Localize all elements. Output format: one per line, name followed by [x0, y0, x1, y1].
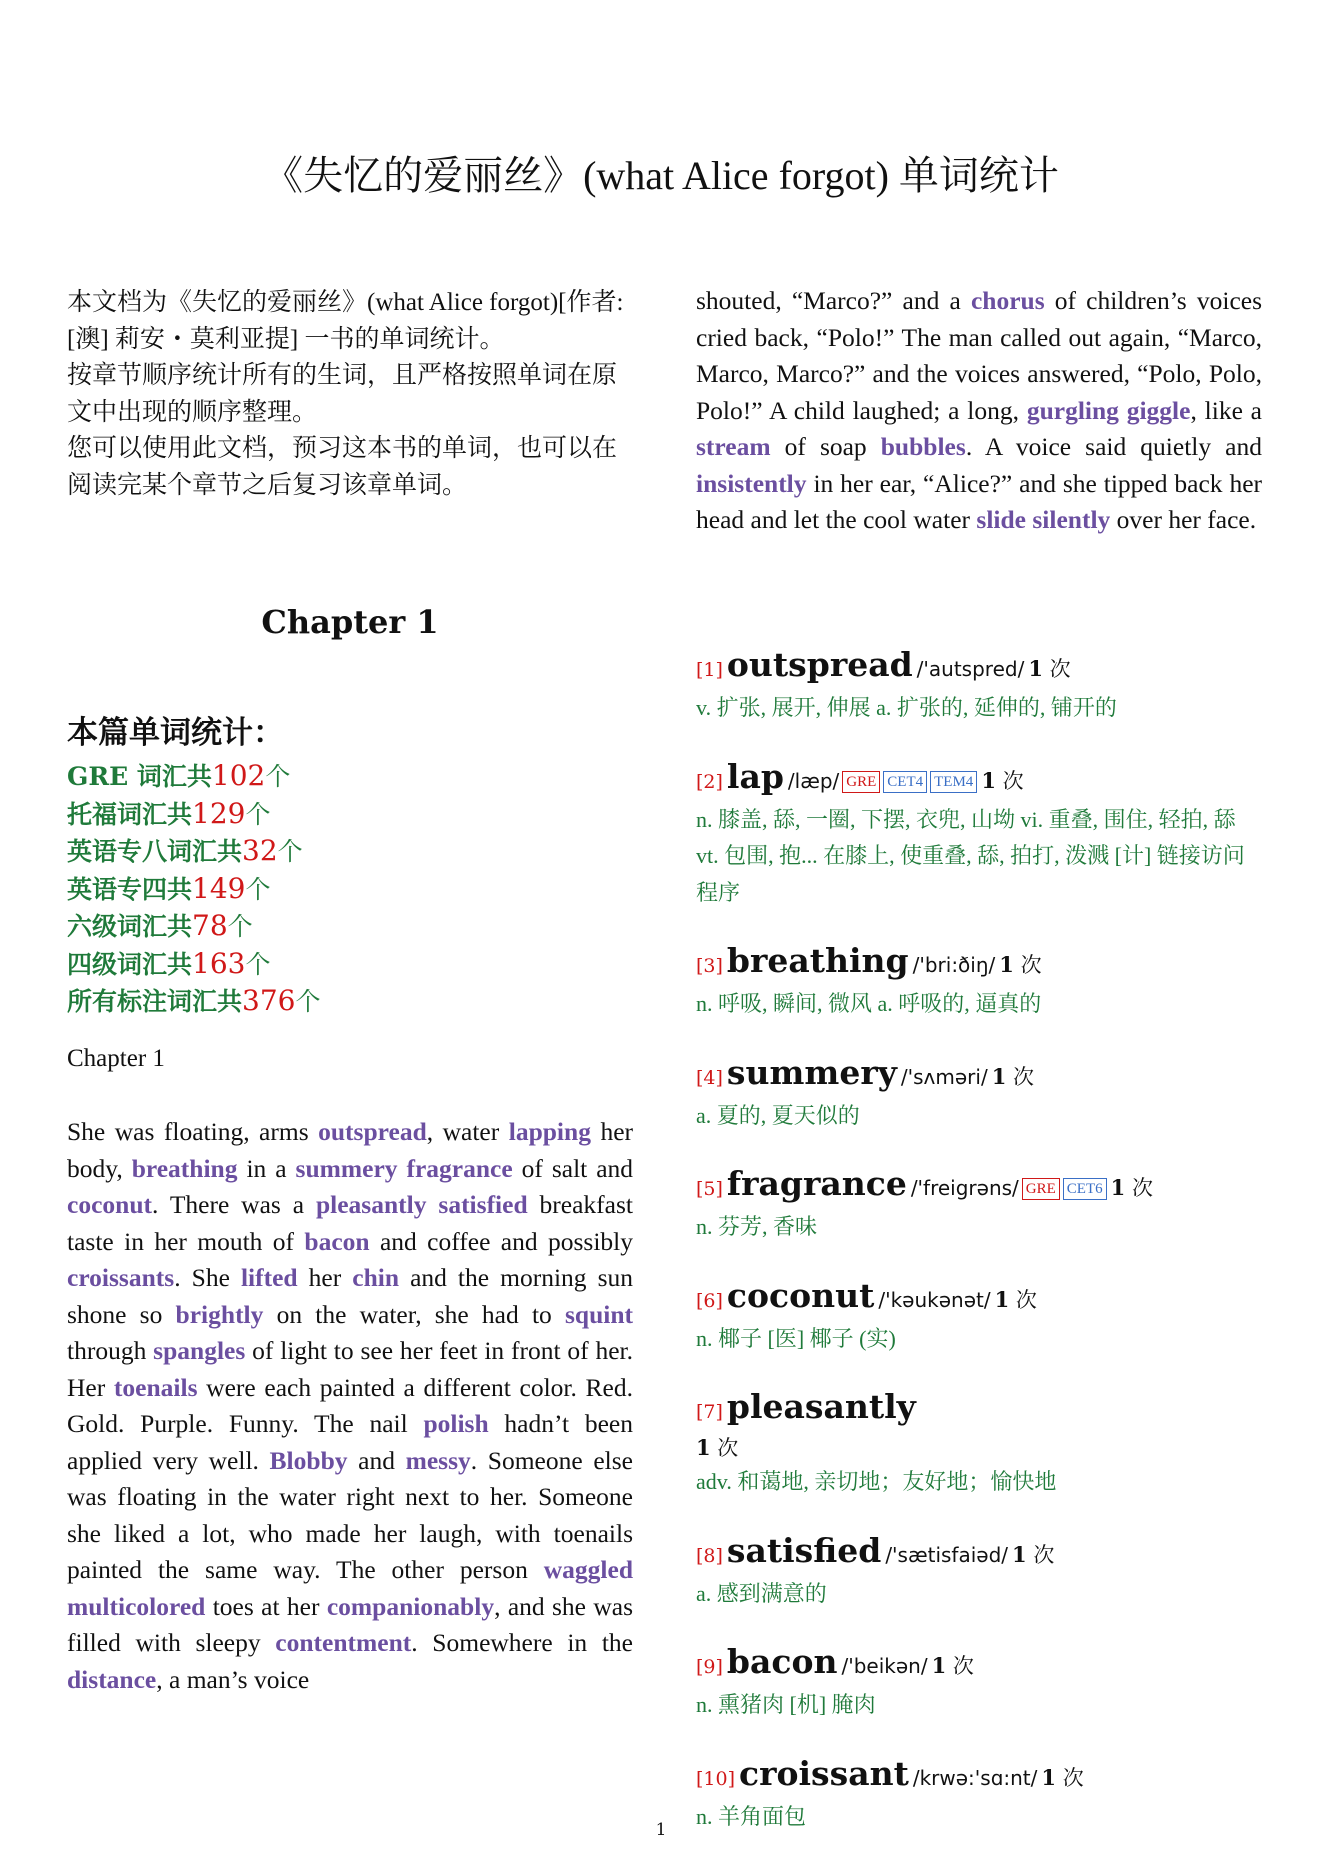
vocab-entry: [696, 1531, 1262, 1613]
entry-word: outspread: [726, 645, 913, 684]
stat-unit: 个: [245, 949, 271, 979]
vocab-word: brightly: [175, 1299, 264, 1329]
entry-count-unit: 次: [1009, 1287, 1037, 1312]
entry-definition: n. 膝盖, 舔, 一圈, 下摆, 衣兜, 山坳 vi. 重叠, 围住, 轻拍, 舔 vt. 包围, 抱... 在膝上, 使重叠, 舔, 拍打, 泼溅 [计] 链接访问程序: [696, 806, 1245, 905]
vocab-word: contentment: [275, 1628, 412, 1657]
entry-head: [696, 757, 1262, 802]
entry-count-unit: 次: [995, 768, 1024, 793]
vocab-entry: [696, 757, 1262, 912]
vocab-word: toenails: [113, 1372, 198, 1402]
vocab-word: croissants: [67, 1263, 175, 1292]
chapter-label: Chapter 1: [67, 1045, 165, 1072]
passage-text: . Somewhere in the: [411, 1628, 633, 1657]
vocab-word: coconut: [67, 1190, 152, 1219]
entry-count-number: 1: [1028, 656, 1043, 681]
entry-phonetic: /'autspred/: [916, 657, 1025, 681]
vocab-word: messy: [405, 1445, 471, 1475]
passage-text: breakfast taste in her mouth of: [67, 1190, 633, 1256]
entry-count: [1028, 657, 1070, 681]
entry-phonetic: /'beikən/: [841, 1654, 928, 1678]
entry-count-number: 1: [981, 767, 996, 793]
entry-definition: n. 羊角面包: [696, 1803, 807, 1829]
entry-head: [696, 1387, 1262, 1432]
passage-text: , like a: [1190, 395, 1263, 425]
stats-title: 本篇单词统计：: [67, 715, 284, 751]
vocab-entry: [696, 1053, 1262, 1135]
stat-count: 32: [242, 834, 278, 867]
entry-index: [3]: [696, 955, 723, 977]
entry-count-unit: 次: [1006, 1064, 1034, 1089]
vocab-word: slide silently: [976, 505, 1111, 534]
stat-unit: 个: [277, 837, 303, 866]
passage-text: , water: [426, 1117, 509, 1146]
vocab-word: lifted: [240, 1263, 298, 1292]
chapter-heading: Chapter 1: [261, 603, 439, 641]
stat-label: 托福词汇共: [67, 799, 193, 829]
passage-text: . She: [174, 1263, 241, 1292]
vocab-entry: [696, 941, 1262, 1023]
vocab-word: stream: [696, 432, 771, 461]
stat-unit: 个: [227, 912, 253, 941]
passage-text: in her ear, “Alice?” and she tipped back her head and let the cool water: [696, 468, 1262, 534]
entry-head: [696, 1642, 1262, 1687]
entry-count-unit: 次: [946, 1654, 974, 1678]
vocab-entry: [696, 1276, 1262, 1358]
entry-count-unit: 次: [1013, 953, 1042, 977]
entry-count-number: 1: [999, 952, 1014, 977]
entry-count: [1111, 1176, 1153, 1200]
entry-index: [2]: [696, 770, 723, 793]
stat-line: [67, 796, 633, 834]
stat-line: [67, 946, 633, 984]
entry-count: [696, 1436, 738, 1460]
entry-head: [696, 941, 1262, 986]
passage-text: of light to see her feet in front of her. Her: [67, 1336, 633, 1402]
entry-count: [1012, 1543, 1054, 1567]
entry-count-number: 1: [1110, 1175, 1126, 1200]
passage-left: [67, 1114, 633, 1698]
entry-index: [10]: [696, 1767, 736, 1790]
passage-text: her: [297, 1263, 353, 1292]
entry-definition: n. 熏猪肉 [机] 腌肉: [696, 1692, 876, 1717]
vocab-word: insistently: [696, 468, 807, 498]
stat-lines: [67, 758, 633, 1021]
vocab-word: Blobby: [269, 1445, 348, 1475]
stat-count: 163: [192, 946, 246, 980]
stat-line: [67, 983, 633, 1021]
entry-index: [8]: [696, 1544, 723, 1567]
entry-word: satisfied: [726, 1530, 882, 1570]
entry-definition: n. 呼吸, 瞬间, 微风 a. 呼吸的, 逼真的: [696, 991, 1042, 1016]
vocab-word: bubbles: [880, 432, 966, 461]
passage-text: her body,: [67, 1117, 633, 1183]
stat-count: 102: [211, 759, 266, 792]
passage-text: on the water, she had to: [263, 1299, 565, 1329]
entry-count-number: 1: [931, 1653, 947, 1678]
entry-count-unit: 次: [1056, 1765, 1084, 1790]
entry-count: [999, 953, 1041, 977]
stat-count: 376: [242, 984, 296, 1017]
stat-label: 四级词汇共: [67, 949, 193, 979]
stat-count: 149: [192, 871, 246, 905]
stat-line: [67, 833, 633, 871]
entry-word: bacon: [726, 1642, 838, 1681]
entry-tag: GRE: [842, 771, 880, 793]
entry-phonetic: /'sætisfaiəd/: [885, 1542, 1009, 1567]
passage-text: over her face.: [1110, 505, 1257, 534]
stat-unit: 个: [295, 987, 321, 1016]
entry-index: [4]: [696, 1066, 723, 1089]
vocab-word: lapping: [508, 1117, 591, 1146]
entry-tag: CET4: [883, 771, 927, 793]
entry-index: [5]: [696, 1178, 723, 1200]
entry-count-number: 1: [1012, 1541, 1027, 1567]
passage-text: shouted, “Marco?” and a: [696, 286, 971, 315]
entry-count-number: 1: [991, 1063, 1007, 1089]
passage-text: , a man’s voice: [156, 1664, 310, 1694]
entry-count-line: [696, 1432, 1262, 1464]
entry-count-unit: 次: [1125, 1176, 1153, 1200]
entry-phonetic: /læp/: [787, 768, 840, 793]
entry-index: [7]: [696, 1401, 723, 1423]
passage-text: toes at her: [205, 1591, 327, 1621]
stat-line: [67, 908, 633, 946]
stat-unit: 个: [265, 762, 291, 791]
entry-count: [932, 1654, 974, 1678]
stat-label: 所有标注词汇共: [67, 987, 243, 1016]
passage-text: of children’s voices cried back, “Polo!” The man called out again, “Marco, Marco, Marco?” and the voices answered, “Polo, Polo, Polo!” A child laughed; a long,: [696, 286, 1263, 425]
stat-label: 英语专四共: [67, 874, 193, 904]
passage-paragraph: [696, 283, 1262, 539]
entry-phonetic: /'kəukənət/: [878, 1287, 991, 1312]
stat-count: 78: [192, 909, 228, 942]
vocab-word: outspread: [318, 1117, 427, 1146]
entry-definition: v. 扩张, 展开, 伸展 a. 扩张的, 延伸的, 铺开的: [696, 695, 1117, 720]
entry-word: lap: [726, 756, 784, 796]
entry-head: [696, 1276, 1262, 1321]
passage-text: and the morning sun shone so: [67, 1263, 634, 1329]
intro-line: 您可以使用此文档，预习这本书的单词，也可以在阅读完某个章节之后复习该章单词。: [67, 435, 618, 499]
entry-phonetic: /'bri:ðiŋ/: [912, 953, 996, 977]
entry-definition: a. 夏的, 夏天似的: [696, 1102, 860, 1128]
passage-text: , and she was filled with sleepy: [67, 1591, 634, 1657]
entry-word: breathing: [726, 941, 909, 980]
intro-line: 按章节顺序统计所有的生词，且严格按照单词在原文中出现的顺序整理。: [67, 362, 618, 426]
vocab-entry: [696, 645, 1262, 727]
stat-count: 129: [192, 796, 246, 830]
entry-count-unit: 次: [710, 1436, 739, 1460]
stat-line: [67, 758, 633, 796]
passage-text: in a: [237, 1153, 296, 1183]
entry-definition: a. 感到满意的: [696, 1580, 827, 1606]
entry-definition: adv. 和蔼地, 亲切地；友好地；愉快地: [696, 1469, 1057, 1494]
vocab-word: spangles: [153, 1336, 246, 1365]
passage-text: She was floating, arms: [67, 1117, 319, 1146]
stat-label: 英语专八词汇共: [67, 837, 243, 866]
entry-index: [6]: [696, 1289, 723, 1312]
passage-paragraph: [67, 1114, 633, 1698]
entry-word: coconut: [726, 1275, 875, 1315]
page-title: 《失忆的爱丽丝》(what Alice forgot) 单词统计: [263, 153, 1059, 198]
stat-unit: 个: [245, 799, 271, 829]
vocab-entry: [696, 1642, 1262, 1724]
passage-text: . Someone else was floating in the water right next to her. Someone she liked a lot, who made her laugh, with toenails painted the same way. The other person: [67, 1445, 633, 1584]
entry-phonetic: /'freigrəns/: [910, 1176, 1019, 1200]
entry-word: summery: [726, 1052, 897, 1092]
vocab-word: squint: [564, 1299, 634, 1329]
entry-count-unit: 次: [1026, 1542, 1055, 1567]
passage-text: hadn’t been applied very well.: [67, 1409, 633, 1475]
entry-count-number: 1: [696, 1435, 711, 1460]
vocab-word: companionably: [326, 1591, 495, 1621]
passage-text: of salt and: [512, 1153, 634, 1183]
vocab-word: bacon: [304, 1226, 370, 1256]
entry-count-unit: 次: [1042, 657, 1071, 681]
passage-text: and coffee and possibly: [369, 1226, 633, 1256]
entry-count-number: 1: [994, 1286, 1010, 1312]
stat-label: 六级词汇共: [67, 912, 193, 941]
entry-word: fragrance: [726, 1164, 907, 1203]
vocab-word: polish: [423, 1409, 489, 1438]
vocab-entries: [696, 645, 1262, 1865]
entry-count: [992, 1065, 1034, 1089]
passage-text: through: [67, 1336, 154, 1365]
entry-head: [696, 1053, 1262, 1098]
vocab-word: gurgling giggle: [1026, 395, 1191, 425]
vocab-word: distance: [67, 1664, 157, 1694]
stat-line: [67, 871, 633, 909]
entry-word: pleasantly: [726, 1387, 916, 1426]
intro-line: 本文档为《失忆的爱丽丝》(what Alice forgot)[作者: [澳] 莉安・莫利亚提] 一书的单词统计。: [67, 289, 624, 353]
passage-text: . There was a: [152, 1190, 316, 1219]
vocab-word: breathing: [131, 1153, 238, 1183]
word-stats: [67, 707, 633, 1021]
entry-head: [696, 645, 1262, 690]
passage-text: were each painted a different color. Red. Gold. Purple. Funny. The nail: [67, 1372, 633, 1438]
entry-index: [9]: [696, 1656, 723, 1678]
stat-label: GRE 词汇共: [67, 762, 212, 791]
passage-right: [696, 283, 1262, 539]
entry-phonetic: /'sʌməri/: [900, 1064, 988, 1089]
vocab-word: summery fragrance: [295, 1153, 513, 1183]
entry-index: [1]: [696, 659, 723, 681]
page-number: 1: [655, 1820, 667, 1840]
vocab-word: waggled multicolored: [67, 1555, 633, 1621]
entry-definition: n. 芬芳, 香味: [696, 1214, 818, 1239]
entry-count: [995, 1288, 1037, 1312]
entry-phonetic: /krwə:'sɑ:nt/: [912, 1765, 1038, 1790]
entry-tag: CET6: [1063, 1178, 1107, 1200]
vocab-word: chin: [352, 1263, 400, 1292]
stat-unit: 个: [245, 874, 271, 904]
vocab-word: chorus: [970, 286, 1045, 315]
entry-head: [696, 1164, 1262, 1209]
entry-tag: TEM4: [930, 771, 977, 793]
passage-text: and: [347, 1445, 406, 1475]
entry-definition: n. 椰子 [医] 椰子 (实): [696, 1325, 896, 1351]
entry-tag: GRE: [1022, 1178, 1060, 1200]
entry-count-number: 1: [1041, 1764, 1057, 1790]
entry-word: croissant: [739, 1753, 909, 1793]
vocab-entry: [696, 1164, 1262, 1246]
intro: [67, 285, 633, 504]
entry-head: [696, 1531, 1262, 1576]
entry-head: [696, 1754, 1262, 1799]
passage-text: . A voice said quietly and: [965, 432, 1262, 461]
vocab-entry: [696, 1387, 1262, 1501]
entry-count: [1041, 1766, 1083, 1790]
passage-text: of soap: [770, 432, 881, 461]
vocab-word: pleasantly satisfied: [315, 1190, 528, 1219]
entry-count: [981, 769, 1023, 793]
